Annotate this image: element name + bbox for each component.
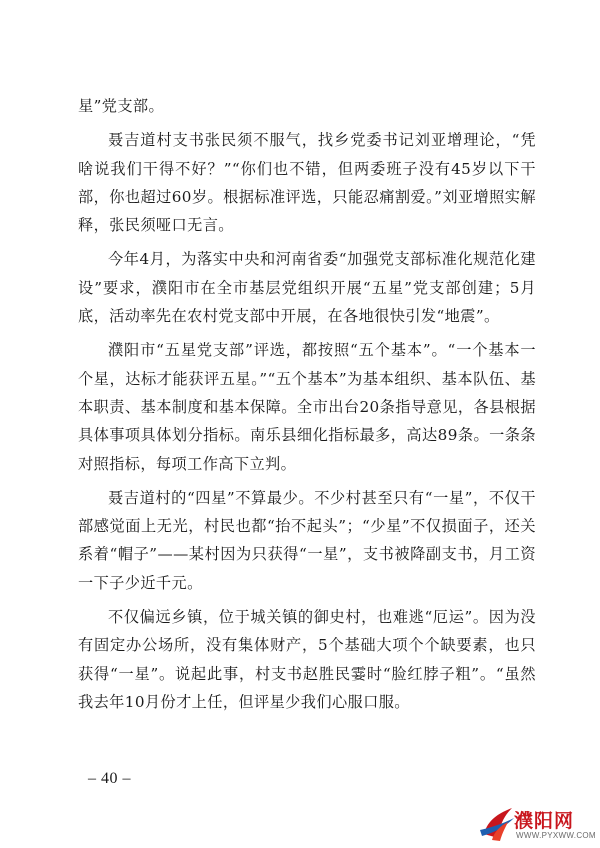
site-watermark <box>478 804 596 844</box>
paragraph: 不仅偏远乡镇，位于城关镇的御史村，也难逃“厄运”。因为没有固定办公场所，没有集体财产，5个基础大项个个缺要素，也只获得“一星”。说起此事，村支书赵胜民霎时“脸红脖子粗”。“虽然我去年10月份才上任，但评星少我们心服口服。 <box>78 608 536 711</box>
puyang-flame-logo-icon <box>478 804 518 842</box>
page-number: – 40 – <box>88 770 131 787</box>
paragraph: 濮阳市“五星党支部”评选，都按照“五个基本”。“一个基本一个星，达标才能获评五星。”“五个基本”为基本组织、基本队伍、基本职责、基本制度和基本保障。全市出台20条指导意见，各县根据具体事项具体划分指标。南乐县细化指标最多，高达89条。一条条对照指标，每项工作高下立判。 <box>78 341 536 473</box>
paragraph: 聂吉道村支书张民须不服气，找乡党委书记刘亚增理论，“凭啥说我们干得不好？”“你们也不错，但两委班子没有45岁以下干部，你也超过60岁。根据标准评选，只能忍痛割爱。”刘亚增照实解释，张民须哑口无言。 <box>78 131 536 235</box>
watermark-title: 濮阳网 <box>514 810 575 832</box>
watermark-url: WWW.PYXWW.COM <box>516 831 596 840</box>
article-body <box>78 92 536 722</box>
paragraph: 今年4月，为落实中央和河南省委“加强党支部标准化规范化建设”要求，濮阳市在全市基层党组织开展“五星”党支部创建；5月底，活动率先在农村党支部中开展，在各地很快引发“地震”。 <box>78 250 536 326</box>
paragraph: 聂吉道村的“四星”不算最少。不少村甚至只有“一星”，不仅干部感觉面上无光，村民也都“抬不起头”；“少星”不仅损面子，还关系着“帽子”——某村因为只获得“一星”，支书被降副支书，月工资一下子少近千元。 <box>78 488 536 592</box>
paragraph-continuation: 星”党支部。 <box>78 97 165 115</box>
